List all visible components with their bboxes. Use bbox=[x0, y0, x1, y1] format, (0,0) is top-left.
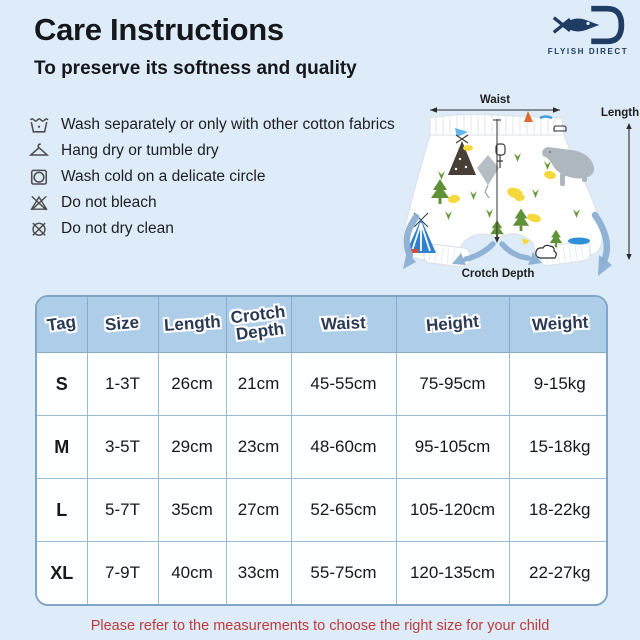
shorts-measurement-diagram bbox=[398, 91, 640, 297]
brand-name: FLYISH DIRECT bbox=[547, 47, 629, 56]
care-label: Hang dry or tumble dry bbox=[61, 142, 219, 159]
cell-waist: 48-60cm bbox=[291, 416, 396, 479]
cell-size: 5-7T bbox=[87, 479, 158, 542]
header-cell-length: Length bbox=[158, 297, 226, 353]
cell-length: 26cm bbox=[158, 353, 226, 416]
cell-weight: 18-22kg bbox=[509, 479, 608, 542]
length-label: Length bbox=[600, 107, 640, 119]
cell-length: 40cm bbox=[158, 542, 226, 605]
size-chart-table bbox=[35, 295, 608, 606]
care-label: Do not bleach bbox=[61, 194, 157, 211]
page-subtitle: To preserve its softness and quality bbox=[34, 58, 357, 79]
care-item bbox=[28, 112, 395, 138]
cell-crotch-depth: 33cm bbox=[226, 542, 291, 605]
do-not-bleach-icon bbox=[28, 192, 50, 214]
cell-height: 105-120cm bbox=[396, 479, 509, 542]
size-advice-note: Please refer to the measurements to choose the right size for your child bbox=[90, 618, 550, 634]
cell-waist: 55-75cm bbox=[291, 542, 396, 605]
care-item bbox=[28, 216, 395, 242]
crotch-depth-label: Crotch Depth bbox=[461, 268, 535, 280]
cell-tag: L bbox=[37, 479, 87, 542]
cell-size: 7-9T bbox=[87, 542, 158, 605]
do-not-dry-clean-icon bbox=[28, 218, 50, 240]
header-cell-height: Height bbox=[396, 297, 509, 353]
cell-height: 120-135cm bbox=[396, 542, 509, 605]
table-row bbox=[37, 479, 608, 542]
cell-weight: 22-27kg bbox=[509, 542, 608, 605]
table-header-row bbox=[37, 297, 608, 353]
waist-label: Waist bbox=[479, 94, 511, 106]
care-item bbox=[28, 164, 395, 190]
cell-weight: 9-15kg bbox=[509, 353, 608, 416]
cell-tag: M bbox=[37, 416, 87, 479]
cell-crotch-depth: 23cm bbox=[226, 416, 291, 479]
fish-logo-icon bbox=[540, 3, 636, 47]
cell-size: 1-3T bbox=[87, 353, 158, 416]
cell-length: 29cm bbox=[158, 416, 226, 479]
table-row bbox=[37, 353, 608, 416]
care-label: Do not dry clean bbox=[61, 220, 174, 237]
cell-tag: XL bbox=[37, 542, 87, 605]
hanger-icon bbox=[28, 140, 50, 162]
cell-weight: 15-18kg bbox=[509, 416, 608, 479]
delicate-cycle-icon bbox=[28, 166, 50, 188]
page-title: Care Instructions bbox=[34, 12, 284, 47]
header-cell-size: Size bbox=[87, 297, 158, 353]
cell-length: 35cm bbox=[158, 479, 226, 542]
cell-height: 75-95cm bbox=[396, 353, 509, 416]
care-list bbox=[28, 112, 395, 242]
cell-crotch-depth: 21cm bbox=[226, 353, 291, 416]
care-item bbox=[28, 190, 395, 216]
cell-waist: 52-65cm bbox=[291, 479, 396, 542]
cell-height: 95-105cm bbox=[396, 416, 509, 479]
care-label: Wash separately or only with other cotton fabrics bbox=[61, 116, 395, 133]
header-cell-crotch-depth: Crotch Depth bbox=[226, 297, 291, 353]
header-cell-tag: Tag bbox=[37, 297, 87, 353]
cell-tag: S bbox=[37, 353, 87, 416]
care-item bbox=[28, 138, 395, 164]
cell-crotch-depth: 27cm bbox=[226, 479, 291, 542]
header-cell-weight: Weight bbox=[509, 297, 608, 353]
table-row bbox=[37, 542, 608, 605]
cell-waist: 45-55cm bbox=[291, 353, 396, 416]
care-label: Wash cold on a delicate circle bbox=[61, 168, 266, 185]
wash-tub-icon bbox=[28, 114, 50, 136]
table-row bbox=[37, 416, 608, 479]
brand-logo bbox=[540, 3, 636, 56]
header-cell-waist: Waist bbox=[291, 297, 396, 353]
cell-size: 3-5T bbox=[87, 416, 158, 479]
